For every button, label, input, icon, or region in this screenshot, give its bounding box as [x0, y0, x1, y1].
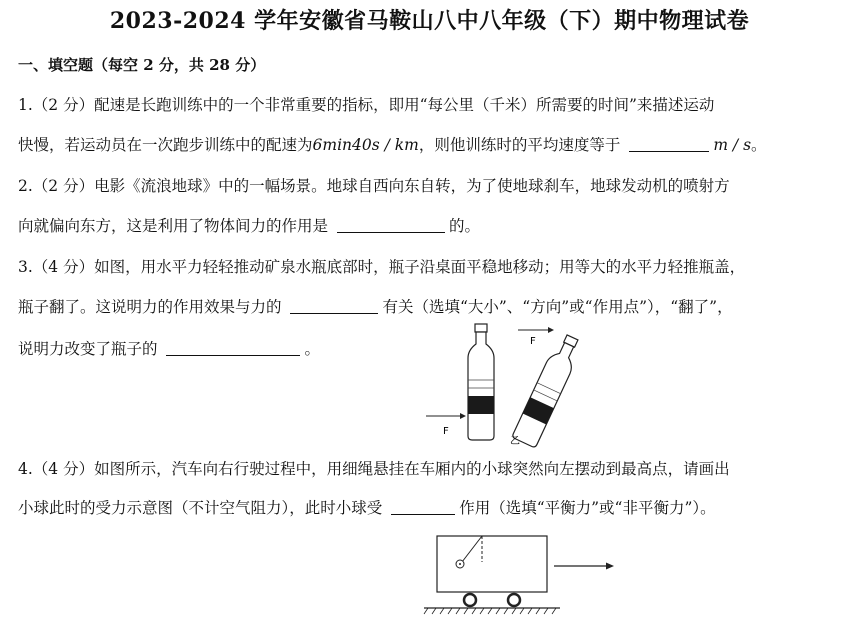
page-title: 2023-2024 学年安徽省马鞍山八中八年级（下）期中物理试卷	[109, 8, 750, 34]
q3-line-1: 3.（4 分）如图，用水平力轻轻推动矿泉水瓶底部时，瓶子沿桌面平稳地移动；用等大的水平力轻推瓶盖，	[18, 258, 746, 276]
tilted-bottle	[512, 332, 585, 448]
q4-text-a: 小球此时的受力示意图（不计空气阻力），此时小球受	[18, 499, 383, 517]
q1-text-a: 快慢，若运动员在一次跑步训练中的配速为	[18, 136, 313, 154]
q1-line-2	[18, 134, 767, 156]
q1-unit: m / s	[713, 136, 752, 154]
q1-text-b: ，则他训练时的平均速度等于	[418, 136, 621, 154]
section-heading: 一、填空题（每空 2 分，共 28 分）	[18, 56, 266, 74]
wheel-left	[464, 594, 476, 606]
top-force-arrow	[518, 327, 554, 333]
q3-answer-blank-2[interactable]	[166, 339, 300, 356]
q4-text-b: 作用（选填“平衡力”或“非平衡力”）。	[459, 499, 716, 517]
q4-car-figure	[420, 530, 630, 621]
q4-line-2	[18, 497, 716, 519]
q1-text-c: 。	[751, 136, 767, 154]
fig-label-f-top: F	[530, 336, 536, 347]
ground-hatch	[424, 608, 556, 614]
q2-answer-blank[interactable]	[337, 216, 445, 233]
q3-line-2	[18, 296, 733, 318]
q3-bottle-figure	[418, 318, 588, 448]
q3-answer-blank-1[interactable]	[290, 297, 378, 314]
bottom-force-arrow	[426, 413, 466, 419]
q2-text-b: 的。	[448, 217, 480, 235]
q4-line-1: 4.（4 分）如图所示，汽车向右行驶过程中，用细绳悬挂在车厢内的小球突然向左摆动到最高点，请画出	[18, 460, 730, 478]
q1-pace-value: 6min40s / km	[312, 136, 419, 154]
fig-label-b: 乙	[510, 436, 520, 447]
wheel-right	[508, 594, 520, 606]
q3-text-c: 说明力改变了瓶子的	[18, 340, 158, 358]
fig-label-f-bottom: F	[443, 426, 449, 437]
q2-line-2	[18, 215, 480, 237]
q4-answer-blank[interactable]	[391, 498, 455, 515]
q3-text-b: 有关（选填“大小”、“方向”或“作用点”），“翻了”，	[382, 298, 733, 316]
q1-line-1: 1.（2 分）配速是长跑训练中的一个非常重要的指标，即用“每公里（千米）所需要的时间”来描述运动	[18, 96, 715, 114]
upright-bottle	[468, 324, 494, 440]
car-body	[437, 536, 547, 592]
q2-text-a: 向就偏向东方，这是利用了物体间力的作用是	[18, 217, 329, 235]
q3-text-a: 瓶子翻了。这说明力的作用效果与力的	[18, 298, 282, 316]
direction-arrow	[554, 563, 614, 570]
q3-line-3	[18, 338, 320, 360]
q1-answer-blank[interactable]	[629, 135, 709, 152]
q2-line-1: 2.（2 分）电影《流浪地球》中的一幅场景。地球自西向东自转，为了使地球刹车，地球发动机的喷射方	[18, 177, 730, 195]
q3-text-d: 。	[304, 340, 320, 358]
